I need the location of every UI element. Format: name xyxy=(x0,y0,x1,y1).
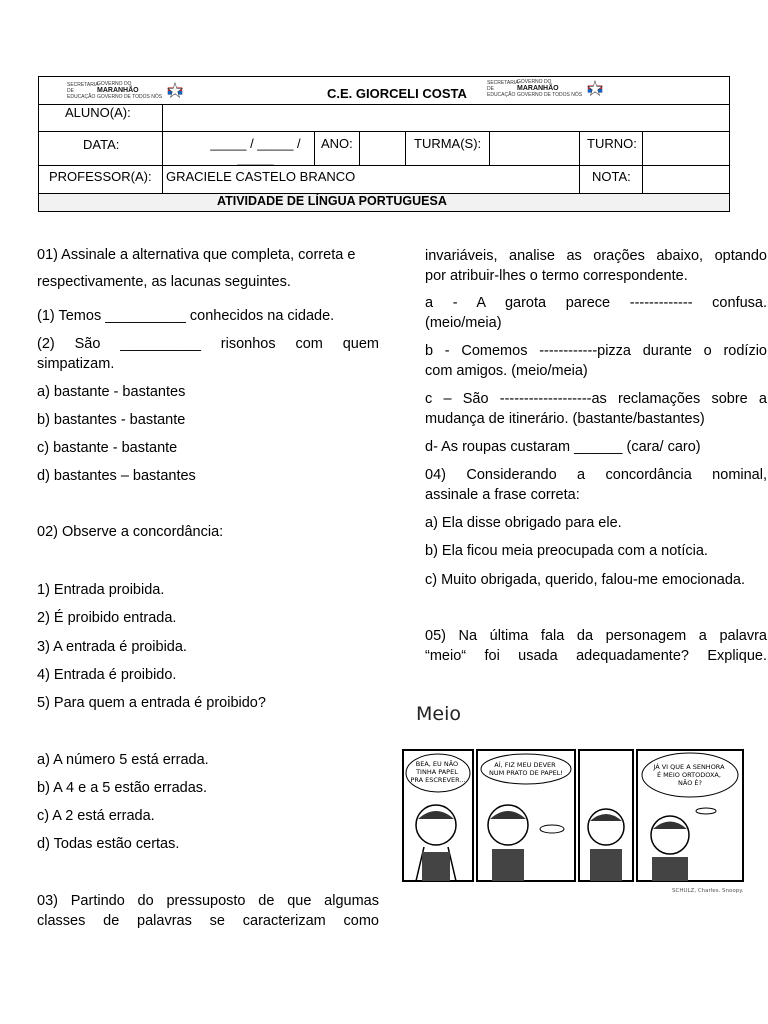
logo-brand-right: MARANHÃO xyxy=(517,85,559,92)
data-label: DATA: xyxy=(83,137,120,152)
logo-gov-text: GOVERNO DO xyxy=(97,81,132,87)
logo-brand: MARANHÃO xyxy=(97,87,139,94)
professor-label-cell xyxy=(39,166,162,193)
date-field[interactable] xyxy=(162,132,314,165)
q5-line-1: 05) Na última fala da personagem a palavra xyxy=(425,628,767,644)
logo-brand-block xyxy=(97,81,162,100)
nota-field[interactable] xyxy=(642,166,729,193)
q1-line-2: respectivamente, as lacunas seguintes. xyxy=(37,274,291,290)
comic-strip xyxy=(400,697,746,895)
q5-line-2: “meio“ foi usada adequadamente? Explique. xyxy=(425,648,767,664)
maranhao-star-icon xyxy=(166,82,184,100)
q2-option-c: c) A 2 está errada. xyxy=(37,808,155,824)
q1-option-b: b) bastantes - bastante xyxy=(37,412,186,428)
comic-balloon-2-line-1: AÍ, FIZ MEU DEVER xyxy=(494,761,556,769)
comic-balloon-1-line-3: PRA ESCREVER... xyxy=(410,776,466,784)
q4-option-c: c) Muito obrigada, querido, falou-me emocionada. xyxy=(425,572,745,588)
q3-line-1: 03) Partindo do pressuposto de que algumas xyxy=(37,893,379,909)
q2-item-4: 4) Entrada é proibido. xyxy=(37,667,177,683)
comic-title: Meio xyxy=(416,703,461,725)
header-table xyxy=(38,76,730,212)
q3-b-line-1: b - Comemos ------------pizza durante o rodízio xyxy=(425,343,767,359)
aluno-label: ALUNO(A): xyxy=(65,105,131,120)
professor-name: GRACIELE CASTELO BRANCO xyxy=(166,169,356,184)
q3-line-4: por atribuir-lhes o termo correspondente. xyxy=(425,268,688,284)
activity-title-row xyxy=(39,194,729,211)
q1-option-a: a) bastante - bastantes xyxy=(37,384,186,400)
activity-title: ATIVIDADE DE LÍNGUA PORTUGUESA xyxy=(217,194,447,208)
comic-balloon-2-line-2: NUM PRATO DE PAPEL! xyxy=(489,769,563,777)
turno-field[interactable] xyxy=(642,132,729,165)
logo-brand-block-right xyxy=(517,79,582,98)
q2-option-b: b) A 4 e a 5 estão erradas. xyxy=(37,780,208,796)
comic-panel-4 xyxy=(637,750,743,881)
professor-row xyxy=(39,166,729,194)
ano-label: ANO: xyxy=(321,136,353,151)
logo-sub-text: GOVERNO DE TODOS NÓS xyxy=(97,94,163,100)
logo-gov-text-right: GOVERNO DO xyxy=(517,79,552,85)
q3-c-line-2: mudança de itinerário. (bastante/bastantes) xyxy=(425,411,705,427)
comic-balloon-1-line-2: TINHA PAPEL xyxy=(416,768,458,776)
q2-item-2: 2) É proibido entrada. xyxy=(37,610,177,626)
header-school-row xyxy=(39,77,729,105)
q1-option-c: c) bastante - bastante xyxy=(37,440,178,456)
turma-field[interactable] xyxy=(489,132,579,165)
logo-right xyxy=(487,79,604,98)
date-blank: _____ / _____ / _____ xyxy=(210,136,301,166)
svg-text:BEA, EU NÃO TINHA PAPEL xyxy=(410,759,465,784)
turma-label-cell xyxy=(405,132,489,165)
comic-balloon-4-line-3: NÃO É? xyxy=(678,779,702,787)
turno-label: TURNO: xyxy=(587,136,637,151)
comic-balloon-4-line-1: JÁ VI QUE A SENHORA xyxy=(653,763,725,771)
q2-title: 02) Observe a concordância: xyxy=(37,524,224,540)
q3-b-line-2: com amigos. (meio/meia) xyxy=(425,363,588,379)
q3-d: d- As roupas custaram ______ (cara/ caro) xyxy=(425,439,701,455)
svg-text:AÍ, FIZ MEU DEVER NUM PR xyxy=(489,760,563,777)
q3-line-3: invariáveis, analise as orações abaixo, optando xyxy=(425,248,767,264)
q1-sentence-2-line-2: simpatizam. xyxy=(37,356,115,372)
ano-field[interactable] xyxy=(359,132,405,165)
comic-balloon-1-line-1: BEA, EU NÃO xyxy=(415,760,459,768)
q1-sentence-2-line-1: (2) São __________ risonhos com quem xyxy=(37,336,379,352)
q3-a-line-1: a - A garota parece ------------- confusa. xyxy=(425,295,767,311)
q2-item-3: 3) A entrada é proibida. xyxy=(37,639,187,655)
comic-panel-3 xyxy=(579,750,633,881)
logo-secretaria-text: SECRETARIA DE EDUCAÇÃO xyxy=(67,81,99,100)
q4-line-2: assinale a frase correta: xyxy=(425,487,580,503)
data-label-cell xyxy=(39,132,162,165)
school-name: C.E. GIORCELI COSTA xyxy=(327,86,467,101)
q2-item-1: 1) Entrada proibida. xyxy=(37,582,165,598)
professor-label: PROFESSOR(A): xyxy=(49,169,152,184)
turma-label: TURMA(S): xyxy=(414,136,482,151)
comic-credit: SCHULZ, Charles. Snoopy. xyxy=(672,888,744,894)
q4-option-a: a) Ela disse obrigado para ele. xyxy=(425,515,622,531)
logo-left xyxy=(67,81,184,100)
q2-option-d: d) Todas estão certas. xyxy=(37,836,180,852)
comic-panel-2 xyxy=(477,750,575,881)
q3-c-line-1: c – São -------------------as reclamações sobre a xyxy=(425,391,767,407)
q1-sentence-1: (1) Temos __________ conhecidos na cidade. xyxy=(37,308,335,324)
q4-line-1: 04) Considerando a concordância nominal, xyxy=(425,467,767,483)
q4-option-b: b) Ela ficou meia preocupada com a notícia. xyxy=(425,543,708,559)
logo-sub-text-right: GOVERNO DE TODOS NÓS xyxy=(517,92,583,98)
q3-line-2: classes de palavras se caracterizam como xyxy=(37,913,379,929)
aluno-row xyxy=(39,105,729,132)
q2-item-5: 5) Para quem a entrada é proibido? xyxy=(37,695,266,711)
q2-option-a: a) A número 5 está errada. xyxy=(37,752,209,768)
aluno-label-cell xyxy=(39,105,162,131)
data-row xyxy=(39,132,729,166)
ano-label-cell xyxy=(314,132,359,165)
nota-label-cell xyxy=(579,166,642,193)
q1-line-1: 01) Assinale a alternativa que completa, correta e xyxy=(37,247,356,263)
q3-a-line-2: (meio/meia) xyxy=(425,315,502,331)
maranhao-star-icon xyxy=(586,80,604,98)
comic-balloon-4-line-2: É MEIO ORTODOXA, xyxy=(657,771,721,779)
comic-panel-1 xyxy=(403,750,473,881)
professor-name-cell xyxy=(162,166,579,193)
q1-option-d: d) bastantes – bastantes xyxy=(37,468,196,484)
aluno-field[interactable] xyxy=(162,105,729,131)
turno-label-cell xyxy=(579,132,642,165)
nota-label: NOTA: xyxy=(592,169,631,184)
logo-secretaria-text-right: SECRETARIA DE EDUCAÇÃO xyxy=(487,79,519,98)
